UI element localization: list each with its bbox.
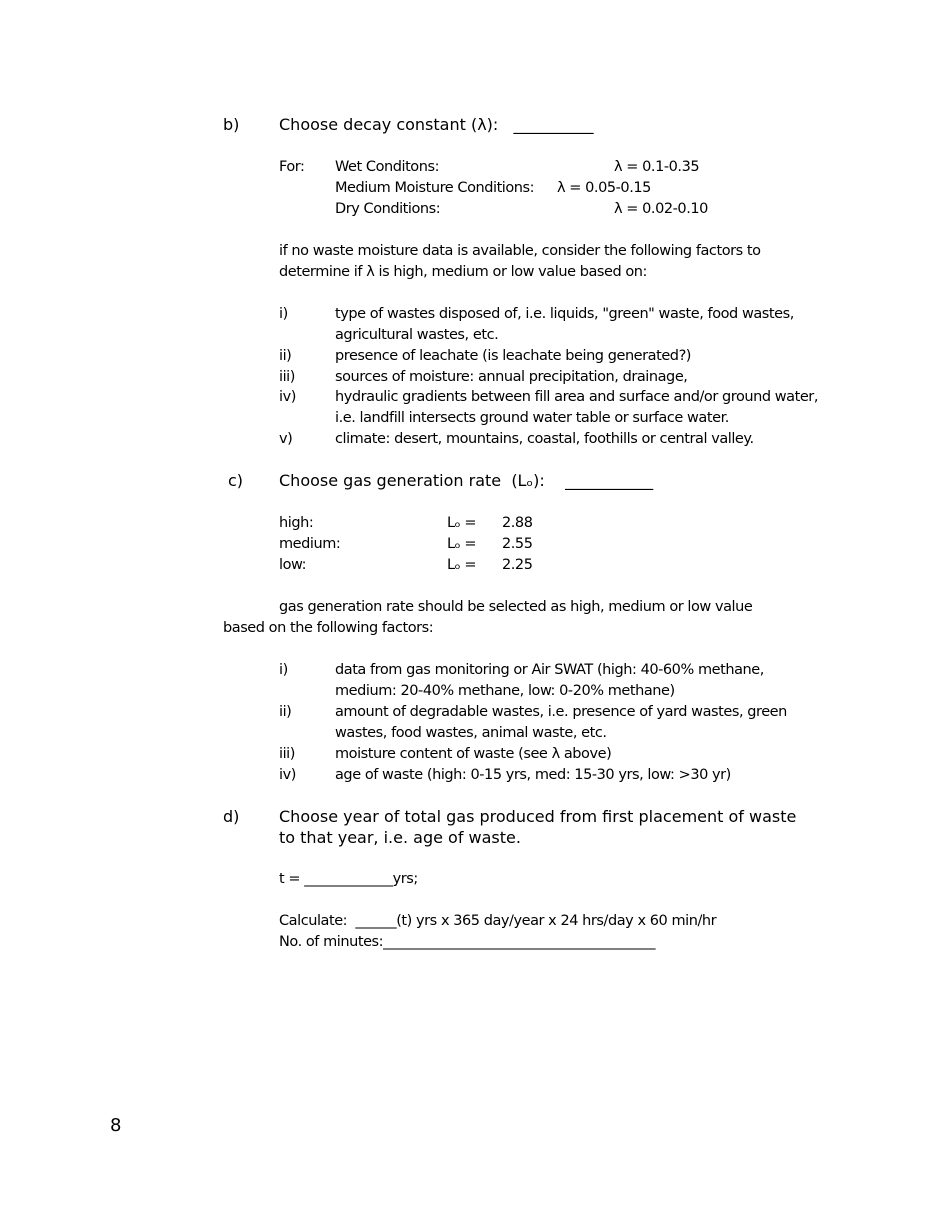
list-item-text: age of waste (high: 0-15 yrs, med: 15-30 yrs, low: >30 yr) xyxy=(335,767,731,783)
list-item-text: type of wastes disposed of, i.e. liquids, "green" waste, food wastes, xyxy=(335,306,794,322)
list-item-number: iii) xyxy=(279,746,295,762)
section-b-label: b) xyxy=(223,115,240,134)
section-c-para-line: based on the following factors: xyxy=(223,620,434,636)
section-c-heading: Choose gas generation rate (Lₒ): ___________ xyxy=(279,471,654,490)
condition-wet-value: λ = 0.1-0.35 xyxy=(614,159,700,175)
section-d-label: d) xyxy=(223,807,240,826)
rate-high-value: 2.88 xyxy=(502,515,533,531)
list-item-number: v) xyxy=(279,431,293,447)
list-item-number: iv) xyxy=(279,767,296,783)
rate-medium-value: 2.55 xyxy=(502,536,533,552)
list-item-number: i) xyxy=(279,662,288,678)
list-item-number: ii) xyxy=(279,704,292,720)
section-c-para-line: gas generation rate should be selected as high, medium or low value xyxy=(279,599,753,615)
section-b-para-line: determine if λ is high, medium or low value based on: xyxy=(279,264,647,280)
list-item-text: moisture content of waste (see λ above) xyxy=(335,746,612,762)
list-item-number: i) xyxy=(279,306,288,322)
section-c-label: c) xyxy=(228,471,244,490)
list-item-number: ii) xyxy=(279,348,292,364)
list-item-text: sources of moisture: annual precipitation, drainage, xyxy=(335,369,688,385)
section-d-heading-line: Choose year of total gas produced from first placement of waste xyxy=(279,807,797,826)
list-item-text: agricultural wastes, etc. xyxy=(335,327,499,343)
rate-low-name: low: xyxy=(279,557,307,573)
rate-medium-symbol: Lₒ = xyxy=(447,536,477,552)
list-item-text: hydraulic gradients between fill area and surface and/or ground water, xyxy=(335,389,818,405)
list-item-number: iv) xyxy=(279,389,296,405)
rate-high-name: high: xyxy=(279,515,314,531)
condition-medium-value: λ = 0.05-0.15 xyxy=(557,180,651,196)
list-item-text: i.e. landfill intersects ground water table or surface water. xyxy=(335,410,729,426)
section-b-heading: Choose decay constant (λ): __________ xyxy=(279,115,594,134)
t-years-field: t = _____________yrs; xyxy=(279,871,418,887)
minutes-field: No. of minutes:________________________________________ xyxy=(279,934,656,950)
page-number: 8 xyxy=(110,1115,122,1136)
list-item-text: climate: desert, mountains, coastal, foothills or central valley. xyxy=(335,431,754,447)
section-d-heading-line: to that year, i.e. age of waste. xyxy=(279,828,521,847)
rate-medium-name: medium: xyxy=(279,536,341,552)
condition-medium-name: Medium Moisture Conditions: xyxy=(335,180,535,196)
list-item-text: wastes, food wastes, animal waste, etc. xyxy=(335,725,607,741)
rate-low-value: 2.25 xyxy=(502,557,533,573)
rate-high-symbol: Lₒ = xyxy=(447,515,477,531)
calculate-line: Calculate: ______(t) yrs x 365 day/year x 24 hrs/day x 60 min/hr xyxy=(279,913,717,929)
condition-dry-name: Dry Conditions: xyxy=(335,201,441,217)
list-item-text: data from gas monitoring or Air SWAT (high: 40-60% methane, xyxy=(335,662,764,678)
list-item-number: iii) xyxy=(279,369,295,385)
condition-dry-value: λ = 0.02-0.10 xyxy=(614,201,708,217)
rate-low-symbol: Lₒ = xyxy=(447,557,477,573)
list-item-text: presence of leachate (is leachate being generated?) xyxy=(335,348,692,364)
section-b-para-line: if no waste moisture data is available, consider the following factors to xyxy=(279,243,761,259)
condition-wet-name: Wet Conditons: xyxy=(335,159,440,175)
list-item-text: amount of degradable wastes, i.e. presence of yard wastes, green xyxy=(335,704,787,720)
list-item-text: medium: 20-40% methane, low: 0-20% methane) xyxy=(335,683,675,699)
for-label: For: xyxy=(279,159,305,175)
